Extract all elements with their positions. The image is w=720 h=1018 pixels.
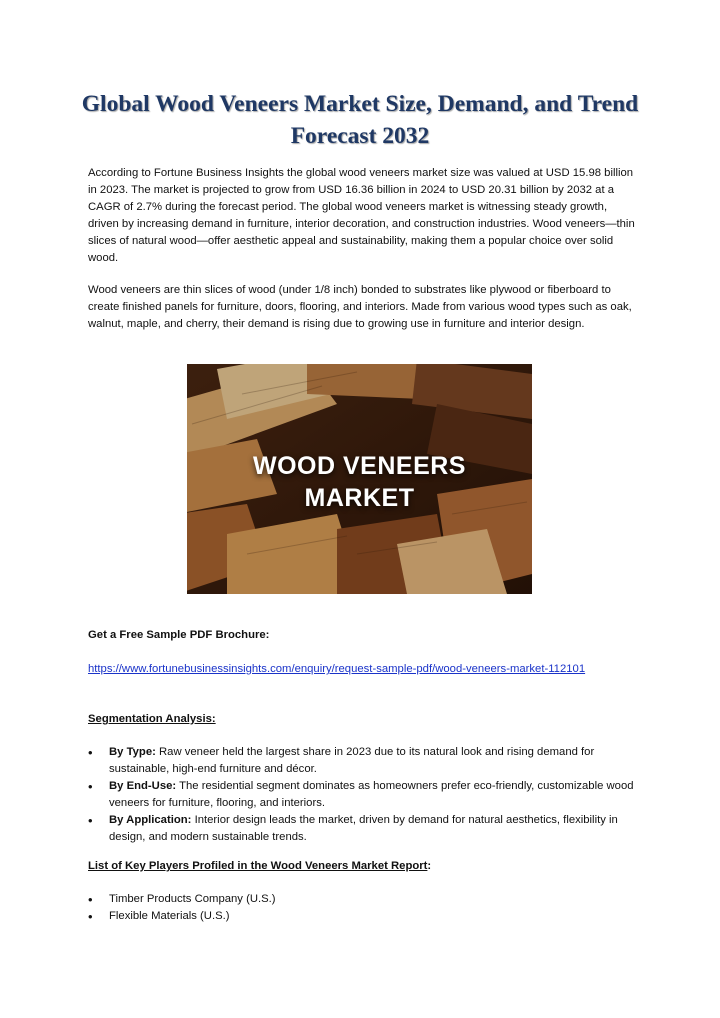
segment-end-use-label: By End-Use: bbox=[109, 780, 177, 792]
segment-type-text: Raw veneer held the largest share in 2023 due to its natural look and rising demand for sustainable, high-end furniture and décor. bbox=[109, 746, 595, 775]
key-players-heading-colon: : bbox=[427, 860, 432, 872]
sample-pdf-link[interactable]: https://www.fortunebusinessinsights.com/enquiry/request-sample-pdf/wood-veneers-market-112101 bbox=[88, 663, 586, 675]
key-players-heading-text: List of Key Players Profiled in the Wood Veneers Market Report bbox=[88, 860, 428, 872]
wood-veneers-image bbox=[187, 364, 532, 594]
page-title: Global Wood Veneers Market Size, Demand, and Trend Forecast 2032 bbox=[81, 91, 639, 149]
segment-application-label: By Application: bbox=[109, 814, 192, 826]
list-item bbox=[88, 778, 648, 812]
brochure-label: Get a Free Sample PDF Brochure: bbox=[88, 629, 270, 641]
key-players-list bbox=[88, 891, 648, 925]
segmentation-list bbox=[88, 744, 648, 846]
segmentation-heading: Segmentation Analysis: bbox=[88, 713, 216, 725]
segment-end-use-text: The residential segment dominates as homeowners prefer eco-friendly, customizable wood veneers for furniture, flooring, and interiors. bbox=[109, 780, 634, 809]
intro-paragraph: According to Fortune Business Insights the global wood veneers market size was valued at USD 15.98 billion in 2023. The market is projected to grow from USD 16.36 billion in 2024 to USD 20.31 billion by 2032 at a CAGR of 2.7% during the forecast period. The global wood veneers market is witnessing steady growth, driven by increasing demand in furniture, interior decoration, and construction industries. Wood veneers—thin slices of natural wood—offer aesthetic appeal and sustainability, making them a popular choice over solid wood. bbox=[88, 167, 635, 264]
definition-paragraph: Wood veneers are thin slices of wood (under 1/8 inch) bonded to substrates like plywood or fiberboard to create finished panels for furniture, doors, flooring, and interiors. Made from various wood types such as oak, walnut, maple, and cherry, their demand is rising due to growing use in furniture and interior design. bbox=[88, 284, 632, 330]
key-players-heading bbox=[88, 858, 431, 875]
image-caption-line-1: WOOD VENEERS bbox=[253, 452, 466, 480]
list-item: • Flexible Materials (U.S.) bbox=[88, 908, 648, 925]
list-item bbox=[88, 744, 648, 778]
segment-application-text: Interior design leads the market, driven by demand for natural aesthetics, flexibility in design, and modern sustainable trends. bbox=[109, 814, 618, 843]
list-item bbox=[88, 812, 648, 846]
image-caption-line-2: MARKET bbox=[304, 484, 415, 512]
segment-type-label: By Type: bbox=[109, 746, 156, 758]
list-item: • Timber Products Company (U.S.) bbox=[88, 891, 648, 908]
